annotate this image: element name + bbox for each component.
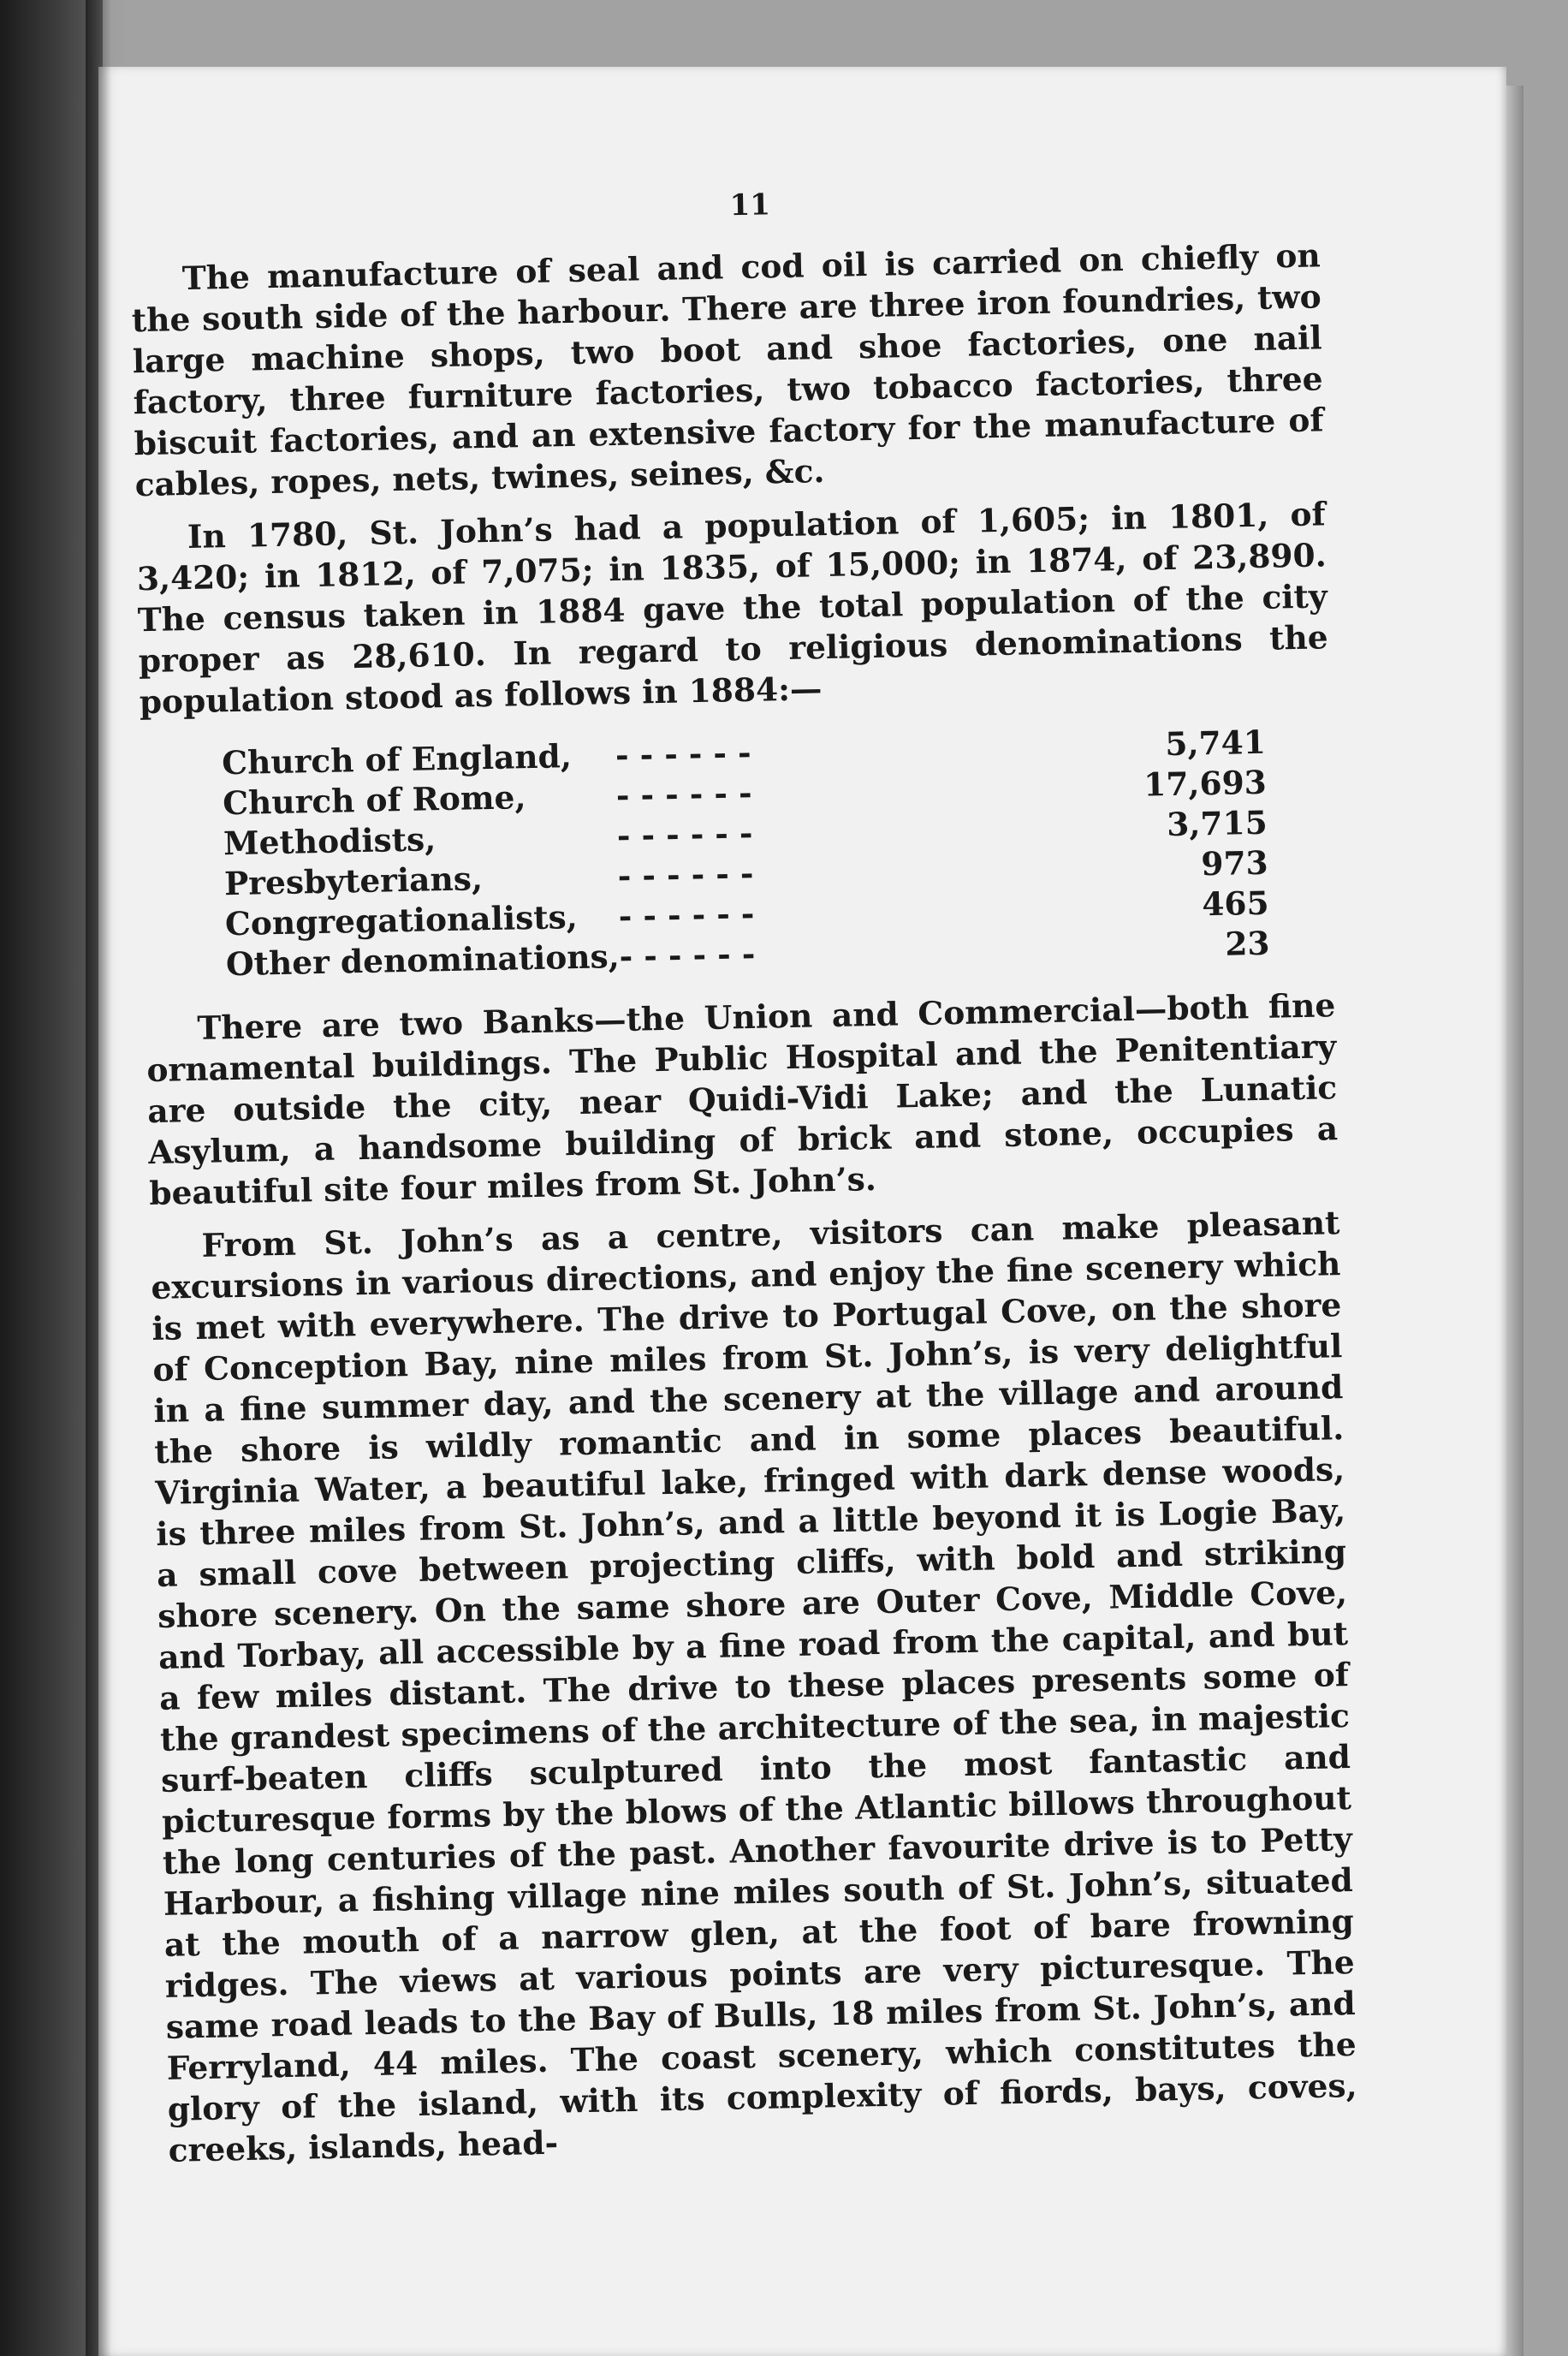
denomination-name: Other denominations, [225, 937, 621, 984]
dot-leader: - - - - - - [619, 934, 756, 975]
paragraph-excursions: From St. John’s as a centre, visitors can make pleasant excursions in various directions, and enjoy the fine scenery which is met with everywhere. The drive to Portugal Cove, on the shore of Conception Bay, nine miles from St. John’s, is very delightful in a fine summer day, and the scenery at the village and around the shore is wildly romantic and in some places beautiful. Virginia Water, a beautiful lake, fringed with dark dense woods, is three miles from St. John’s, and a little beyond it is Logie Bay, a small cove between projecting cliffs, with bold and striking shore scenery. On the same shore are Outer Cove, Middle Cove, and Torbay, all accessible by a fine road from the capital, and but a few miles distant. The drive to these places presents some of the grandest specimens of the architecture of the sea, in majestic surf-beaten cliffs sculptured into the most fantastic and picturesque forms by the blows of the Atlantic billows throughout the long centuries of the past. Another favourite drive is to Petty Harbour, a fishing village nine miles south of St. John’s, situated at the mouth of a narrow glen, at the foot of bare frowning ridges. The views at various points are very picturesque. The same road leads to the Bay of Bulls, 18 miles from St. John’s, and Ferryland, 44 miles. The coast scenery, which constitutes the glory of the island, with its complexity of fiords, bays, coves, creeks, islands, head- [151, 1204, 1357, 2169]
dot-leader: - - - - - - [617, 854, 754, 895]
denomination-count: 465 [1201, 884, 1270, 924]
paragraph-population: In 1780, St. John’s had a population of 1,605; in 1801, of 3,420; in 1812, of 7,075; in 1835, of 15,000; in 1874, of 23,890. The census taken in 1884 gave the total population of the city proper as 28,610. In regard to religious denominations the population stood as follows in 1884:— [136, 495, 1329, 722]
denomination-count: 23 [1224, 924, 1270, 963]
right-page-edge [1506, 86, 1523, 2356]
dot-leader: - - - - - - [615, 733, 752, 775]
denomination-name: Church of Rome, [222, 778, 526, 823]
denomination-count: 17,693 [1143, 763, 1268, 804]
page-number: 11 [729, 187, 771, 223]
dot-leader: - - - - - - [616, 813, 753, 855]
dot-leader: - - - - - - [618, 894, 755, 935]
paragraph-banks: There are two Banks—the Union and Commercial—both fine ornamental buildings. The Public Hospital and the Penitentiary are outside the city, near Quidi-Vidi Lake; and the Lunatic Asylum, a handsome building of brick and stone, occupies a beautiful site four miles from St. John’s. [146, 986, 1339, 1213]
denomination-name: Church of England, [221, 737, 573, 782]
denomination-count: 973 [1200, 843, 1269, 884]
page-text [129, 176, 1358, 2182]
denomination-name: Congregationalists, [224, 897, 579, 943]
denomination-name: Methodists, [223, 820, 437, 863]
dot-leader: - - - - - - [615, 773, 752, 815]
paragraph-manufactures: The manufacture of seal and cod oil is carried on chiefly on the south side of the harbour. There are three iron foundries, two large machine shops, two boot and shoe factories, one nail factory, three furniture factories, two tobacco factories, three biscuit factories, and an extensive factory for the manufacture of cables, ropes, nets, twines, seines, &c. [131, 236, 1324, 504]
denomination-name: Presbyterians, [223, 860, 484, 903]
denomination-count: 5,741 [1164, 723, 1267, 764]
denominations-table [222, 723, 1270, 985]
denomination-count: 3,715 [1166, 803, 1268, 844]
spine-shadow [86, 0, 111, 2356]
